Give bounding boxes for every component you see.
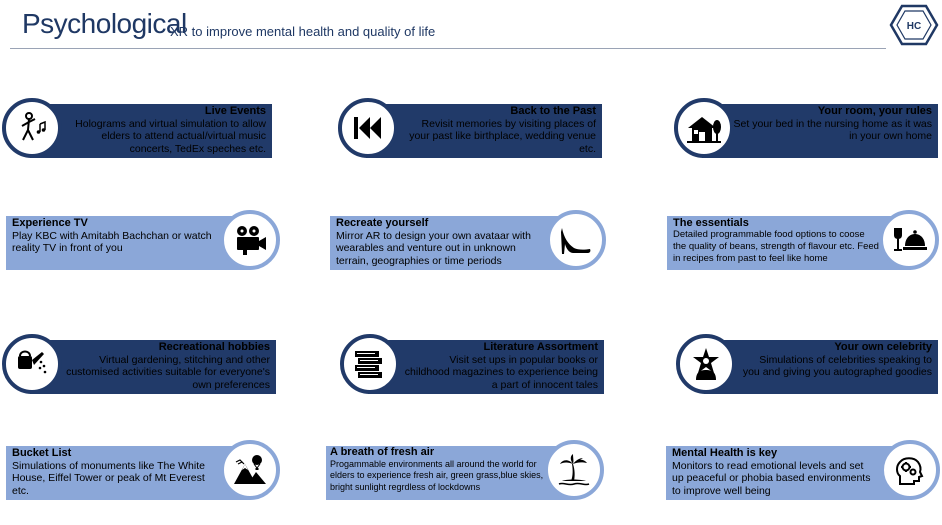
card-title: Bucket List — [12, 447, 72, 459]
card-recreate-yourself — [330, 210, 606, 272]
card-experience-tv — [6, 210, 280, 272]
card-title: Literature Assortment — [483, 341, 598, 353]
card-description: Progammable environments all around the world for elders to experience fresh air, green grass,blue skies, bright sunlight regrdless of lockdowns — [330, 458, 544, 492]
card-description: Monitors to read emotional levels and set up peaceful or phobia based environments to improve well being — [672, 459, 871, 497]
house-icon — [674, 98, 734, 158]
card-description: Set your bed in the nursing home as it was in your own home — [733, 117, 932, 142]
mountain-balloon-icon — [220, 440, 280, 500]
svg-text:HC: HC — [906, 21, 922, 32]
card-title: Back to the Past — [510, 105, 596, 117]
card-title: Your room, your rules — [817, 105, 932, 117]
head-gears-icon — [880, 440, 940, 500]
card-the-essentials — [667, 210, 939, 272]
page-subtitle: XR to improve mental health and quality of life — [170, 24, 436, 39]
card-description: Visit set ups in popular books or childhood magazines to experience being a part of innocent tales — [404, 353, 598, 391]
card-description: Simulations of monuments like The White House, Eiffel Tower or peak of Mt Everest etc. — [12, 459, 205, 497]
hc-logo-icon — [889, 3, 939, 47]
header-divider — [10, 48, 886, 49]
slide-header — [0, 0, 942, 50]
movie-camera-icon — [220, 210, 280, 270]
high-heel-icon — [546, 210, 606, 270]
card-recreational-hobbies — [2, 334, 276, 396]
card-description: Revisit memories by visiting places of your past like birthplace, wedding venue etc. — [409, 117, 596, 155]
dancer-music-icon — [2, 98, 62, 158]
card-live-events — [2, 98, 272, 160]
card-breath-of-fresh-air — [326, 440, 604, 502]
card-description: Mirror AR to design your own avataar with wearables and venture out in unknown terrain, geographies or time periods — [336, 229, 531, 267]
page-title: Psychological — [22, 8, 187, 39]
books-icon — [340, 334, 400, 394]
card-description: Holograms and virtual simulation to allow elders to attend actual/virtual music concerts, TedEx speches etc. — [75, 117, 266, 155]
watering-can-icon — [2, 334, 62, 394]
palm-island-icon — [544, 440, 604, 500]
card-mental-health-is-key — [666, 440, 940, 502]
card-your-own-celebrity — [676, 334, 938, 396]
wine-cloche-icon — [879, 210, 939, 270]
card-description: Detailed programmable food options to coose the quality of beans, strength of flavour etc. Feed in recipes from past to feel like home — [673, 229, 879, 264]
card-literature-assortment — [340, 334, 604, 396]
card-title: Live Events — [204, 105, 266, 117]
card-title: The essentials — [673, 217, 749, 229]
card-title: Experience TV — [12, 217, 88, 229]
card-title: Your own celebrity — [834, 341, 932, 353]
card-description: Play KBC with Amitabh Bachchan or watch reality TV in front of you — [12, 229, 212, 254]
celebrity-star-icon — [676, 334, 736, 394]
card-title: Recreational hobbies — [158, 341, 270, 353]
rewind-icon — [338, 98, 398, 158]
card-bucket-list — [6, 440, 280, 502]
card-back-to-the-past — [338, 98, 602, 160]
card-title: A breath of fresh air — [330, 446, 435, 458]
card-title: Recreate yourself — [336, 217, 429, 229]
card-title: Mental Health is key — [672, 447, 778, 459]
card-description: Simulations of celebrities speaking to you and giving you autographed goodies — [742, 353, 932, 378]
card-description: Virtual gardening, stitching and other customised activities suitable for everyone's own preferences — [66, 353, 270, 391]
card-your-room-your-rules — [674, 98, 938, 160]
